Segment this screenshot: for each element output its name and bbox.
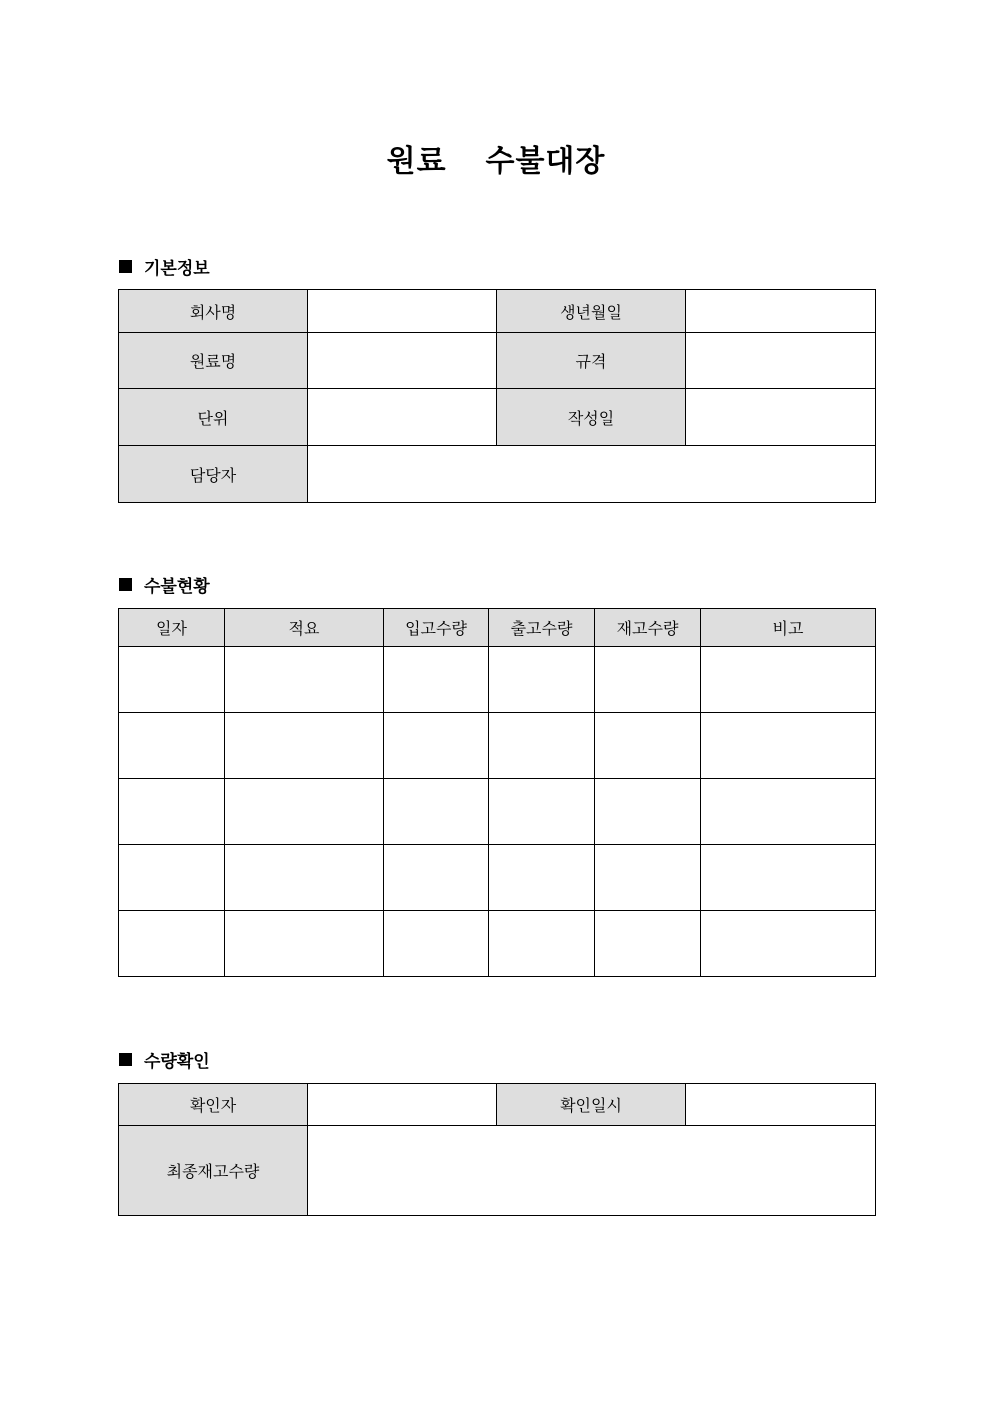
- section-verification-heading: [119, 1047, 210, 1072]
- table-cell[interactable]: [595, 779, 701, 845]
- table-row: [119, 845, 876, 911]
- table-cell[interactable]: [384, 713, 489, 779]
- table-row: [119, 713, 876, 779]
- company-field[interactable]: [308, 290, 497, 333]
- material-name-field[interactable]: [308, 333, 497, 389]
- page-title: 원료 수불대장: [386, 144, 606, 179]
- table-cell[interactable]: [595, 647, 701, 713]
- table-cell[interactable]: [225, 713, 384, 779]
- table-cell[interactable]: [384, 779, 489, 845]
- verified-at-field[interactable]: [686, 1084, 876, 1126]
- unit-label: 단위: [119, 389, 308, 446]
- table-cell[interactable]: [701, 779, 876, 845]
- table-cell[interactable]: [595, 713, 701, 779]
- birth-date-field[interactable]: [686, 290, 876, 333]
- table-cell[interactable]: [489, 779, 595, 845]
- ledger-table: [118, 608, 876, 977]
- column-header-incoming-qty: 입고수량: [384, 609, 489, 647]
- table-cell[interactable]: [225, 779, 384, 845]
- table-cell[interactable]: [225, 911, 384, 977]
- column-header-outgoing-qty: 출고수량: [489, 609, 595, 647]
- table-cell[interactable]: [701, 845, 876, 911]
- table-cell[interactable]: [489, 713, 595, 779]
- square-bullet-icon: [119, 260, 132, 273]
- column-header-description: 적요: [225, 609, 384, 647]
- table-row: [119, 647, 876, 713]
- table-cell[interactable]: [489, 647, 595, 713]
- created-date-label: 작성일: [497, 389, 686, 446]
- birth-date-label: 생년월일: [497, 290, 686, 333]
- table-cell[interactable]: [384, 845, 489, 911]
- table-cell[interactable]: [595, 911, 701, 977]
- manager-field[interactable]: [308, 446, 876, 503]
- table-cell[interactable]: [701, 647, 876, 713]
- table-cell[interactable]: [384, 647, 489, 713]
- section-basic-info-heading: [119, 254, 210, 279]
- section-basic-info-label: 기본정보: [144, 259, 210, 279]
- verification-table: [118, 1083, 876, 1216]
- company-label: 회사명: [119, 290, 308, 333]
- square-bullet-icon: [119, 578, 132, 591]
- table-cell[interactable]: [119, 647, 225, 713]
- verifier-label: 확인자: [119, 1084, 308, 1126]
- created-date-field[interactable]: [686, 389, 876, 446]
- table-cell[interactable]: [489, 911, 595, 977]
- section-ledger-label: 수불현황: [144, 577, 210, 597]
- unit-field[interactable]: [308, 389, 497, 446]
- table-cell[interactable]: [119, 779, 225, 845]
- spec-label: 규격: [497, 333, 686, 389]
- table-row: [119, 911, 876, 977]
- column-header-date: 일자: [119, 609, 225, 647]
- material-name-label: 원료명: [119, 333, 308, 389]
- table-cell[interactable]: [225, 845, 384, 911]
- final-stock-field[interactable]: [308, 1126, 876, 1216]
- table-row: [119, 779, 876, 845]
- table-cell[interactable]: [119, 911, 225, 977]
- table-cell[interactable]: [119, 845, 225, 911]
- table-cell[interactable]: [225, 647, 384, 713]
- table-cell[interactable]: [701, 713, 876, 779]
- ledger-header-row: [119, 609, 876, 647]
- table-cell[interactable]: [119, 713, 225, 779]
- manager-label: 담당자: [119, 446, 308, 503]
- final-stock-label: 최종재고수량: [119, 1126, 308, 1216]
- section-ledger-heading: [119, 572, 210, 597]
- table-cell[interactable]: [595, 845, 701, 911]
- spec-field[interactable]: [686, 333, 876, 389]
- square-bullet-icon: [119, 1053, 132, 1066]
- verified-at-label: 확인일시: [497, 1084, 686, 1126]
- column-header-remarks: 비고: [701, 609, 876, 647]
- basic-info-table: [118, 289, 876, 503]
- table-cell[interactable]: [384, 911, 489, 977]
- section-verification-label: 수량확인: [144, 1052, 210, 1072]
- verifier-field[interactable]: [308, 1084, 497, 1126]
- table-cell[interactable]: [701, 911, 876, 977]
- table-cell[interactable]: [489, 845, 595, 911]
- column-header-stock-qty: 재고수량: [595, 609, 701, 647]
